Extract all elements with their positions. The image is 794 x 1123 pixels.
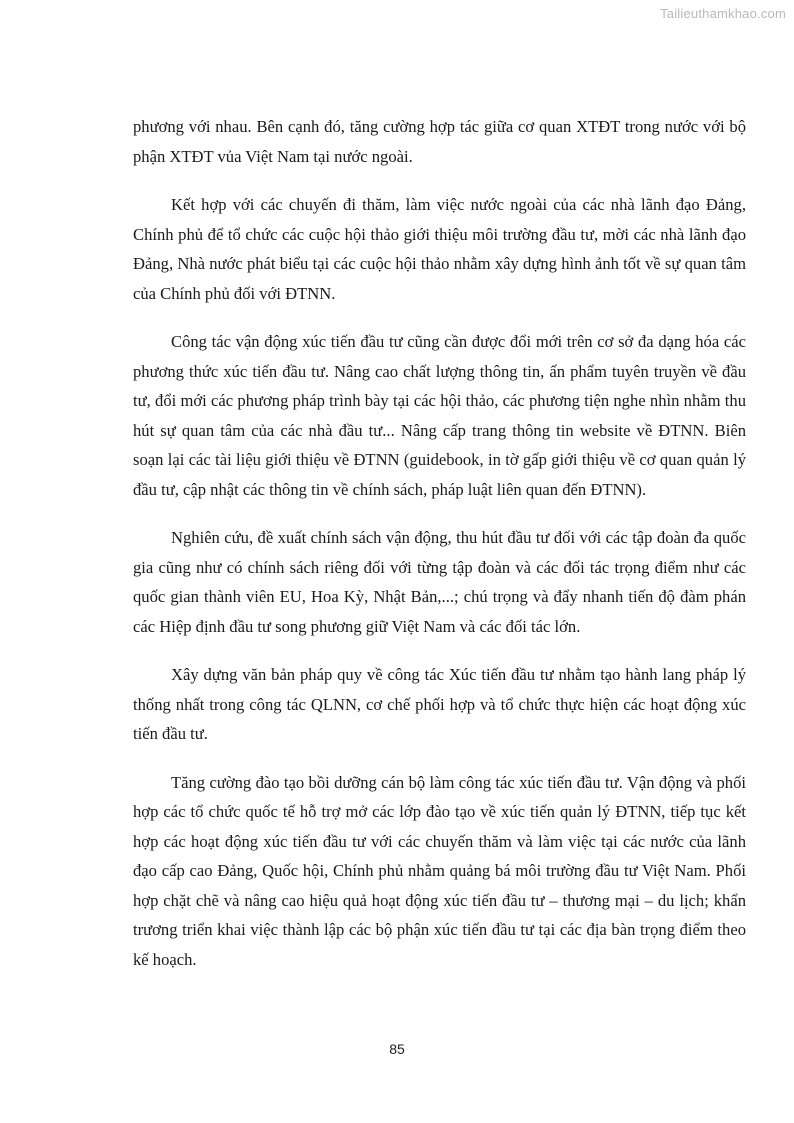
paragraph-5: Xây dựng văn bản pháp quy về công tác Xúc tiến đầu tư nhằm tạo hành lang pháp lý thống nhất trong công tác QLNN, cơ chế phối hợp và tổ chức thực hiện các hoạt động xúc tiến đầu tư.: [133, 665, 746, 743]
document-body: [133, 112, 746, 993]
paragraph-2: Kết hợp với các chuyến đi thăm, làm việc nước ngoài của các nhà lãnh đạo Đảng, Chính phủ để tổ chức các cuộc hội thảo giới thiệu môi trường đầu tư, mời các nhà lãnh đạo Đảng, Nhà nước phát biểu tại các cuộc hội thảo nhằm xây dựng hình ảnh tốt về sự quan tâm của Chính phủ đối với ĐTNN.: [133, 195, 746, 303]
paragraph-1: phương với nhau. Bên cạnh đó, tăng cường hợp tác giữa cơ quan XTĐT trong nước với bộ phận XTĐT vủa Việt Nam tại nước ngoài.: [133, 117, 746, 166]
watermark-text: Tailieuthamkhao.com: [660, 6, 786, 21]
page-number: 85: [389, 1041, 405, 1057]
paragraph-3: Công tác vận động xúc tiến đầu tư cũng cần được đổi mới trên cơ sở đa dạng hóa các phương thức xúc tiến đầu tư. Nâng cao chất lượng thông tin, ấn phẩm tuyên truyền về đầu tư, đổi mới các phương pháp trình bày tại các hội thảo, các phương tiện nghe nhìn nhằm thu hút sự quan tâm của các nhà đầu tư... Nâng cấp trang thông tin website về ĐTNN. Biên soạn lại các tài liệu giới thiệu về ĐTNN (guidebook, in tờ gấp giới thiệu về cơ quan quản lý đầu tư, cập nhật các thông tin về chính sách, pháp luật liên quan đến ĐTNN).: [133, 332, 746, 499]
paragraph-6: Tăng cường đào tạo bồi dưỡng cán bộ làm công tác xúc tiến đầu tư. Vận động và phối hợp các tổ chức quốc tế hỗ trợ mở các lớp đào tạo về xúc tiến quản lý ĐTNN, tiếp tục kết hợp các hoạt động xúc tiến đầu tư với các chuyến thăm và làm việc tại các nước của lãnh đạo cấp cao Đảng, Quốc hội, Chính phủ nhằm quảng bá môi trường đầu tư Việt Nam. Phối hợp chặt chẽ và nâng cao hiệu quả hoạt động xúc tiến đầu tư – thương mại – du lịch; khẩn trương triển khai việc thành lập các bộ phận xúc tiến đầu tư tại các địa bàn trọng điểm theo kế hoạch.: [133, 772, 746, 969]
paragraph-4: Nghiên cứu, đề xuất chính sách vận động, thu hút đầu tư đối với các tập đoàn đa quốc gia cũng như có chính sách riêng đối với từng tập đoàn và các đối tác trọng điểm như các quốc gian thành viên EU, Hoa Kỳ, Nhật Bản,...; chú trọng và đẩy nhanh tiến độ đàm phán các Hiệp định đầu tư song phương giữ Việt Nam và các đối tác lớn.: [133, 528, 746, 636]
